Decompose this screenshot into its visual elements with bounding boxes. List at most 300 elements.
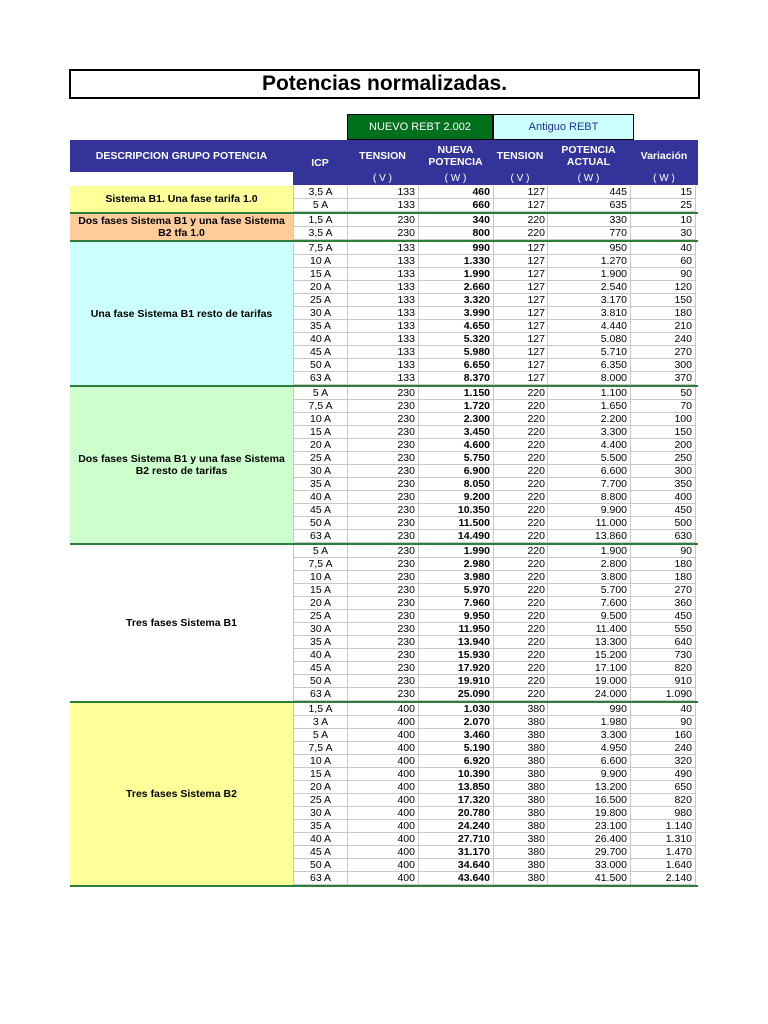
potencia-actual-cell: 5.080 xyxy=(547,333,630,346)
tension-actual-cell: 127 xyxy=(493,294,547,307)
icp-cell: 25 A xyxy=(293,610,347,623)
table-row xyxy=(293,755,698,768)
icp-cell: 50 A xyxy=(293,859,347,872)
tension-nueva-cell: 133 xyxy=(347,346,418,359)
nueva-potencia-cell: 990 xyxy=(418,242,493,255)
table-row xyxy=(293,610,698,623)
potencia-actual-cell: 23.100 xyxy=(547,820,630,833)
nueva-potencia-cell: 27.710 xyxy=(418,833,493,846)
nueva-potencia-cell: 13.940 xyxy=(418,636,493,649)
icp-cell: 40 A xyxy=(293,649,347,662)
potencia-actual-cell: 1.900 xyxy=(547,268,630,281)
variacion-cell: 25 xyxy=(630,199,696,212)
table-row xyxy=(293,242,698,255)
tension-actual-cell: 220 xyxy=(493,662,547,675)
tension-nueva-cell: 230 xyxy=(347,688,418,701)
tension-actual-cell: 220 xyxy=(493,571,547,584)
group-2 xyxy=(70,242,698,387)
table-row xyxy=(293,504,698,517)
table-row xyxy=(293,227,698,240)
variacion-cell: 90 xyxy=(630,268,696,281)
potencia-actual-cell: 7.700 xyxy=(547,478,630,491)
icp-cell: 5 A xyxy=(293,199,347,212)
icp-cell: 10 A xyxy=(293,755,347,768)
potencia-actual-cell: 330 xyxy=(547,214,630,227)
potencia-actual-cell: 19.000 xyxy=(547,675,630,688)
potencia-actual-cell: 3.300 xyxy=(547,729,630,742)
table-row xyxy=(293,530,698,543)
potencia-actual-cell: 5.710 xyxy=(547,346,630,359)
table-row xyxy=(293,859,698,872)
tension-actual-cell: 380 xyxy=(493,781,547,794)
group-5 xyxy=(70,703,698,887)
table-row xyxy=(293,794,698,807)
variacion-cell: 820 xyxy=(630,794,696,807)
icp-cell: 15 A xyxy=(293,584,347,597)
potencia-actual-cell: 3.810 xyxy=(547,307,630,320)
icp-cell: 1,5 A xyxy=(293,703,347,716)
variacion-cell: 180 xyxy=(630,307,696,320)
tension-actual-cell: 220 xyxy=(493,491,547,504)
tension-nueva-cell: 230 xyxy=(347,517,418,530)
icp-cell: 45 A xyxy=(293,504,347,517)
tension-actual-cell: 380 xyxy=(493,755,547,768)
variacion-cell: 240 xyxy=(630,742,696,755)
unit-tension-nueva: ( V ) xyxy=(347,172,418,185)
nueva-potencia-cell: 800 xyxy=(418,227,493,240)
variacion-cell: 100 xyxy=(630,413,696,426)
table-row xyxy=(293,833,698,846)
tension-actual-cell: 127 xyxy=(493,333,547,346)
potencias-table xyxy=(70,186,698,887)
tension-nueva-cell: 133 xyxy=(347,186,418,199)
table-row xyxy=(293,545,698,558)
table-row xyxy=(293,281,698,294)
tension-nueva-cell: 133 xyxy=(347,320,418,333)
tension-nueva-cell: 230 xyxy=(347,530,418,543)
potencia-actual-cell: 16.500 xyxy=(547,794,630,807)
potencia-actual-cell: 13.300 xyxy=(547,636,630,649)
nueva-potencia-cell: 11.950 xyxy=(418,623,493,636)
potencia-actual-cell: 17.100 xyxy=(547,662,630,675)
potencia-actual-cell: 8.000 xyxy=(547,372,630,385)
icp-cell: 10 A xyxy=(293,413,347,426)
tension-nueva-cell: 400 xyxy=(347,742,418,755)
icp-cell: 45 A xyxy=(293,346,347,359)
icp-cell: 25 A xyxy=(293,294,347,307)
tension-nueva-cell: 400 xyxy=(347,833,418,846)
tension-nueva-cell: 230 xyxy=(347,400,418,413)
nueva-potencia-cell: 17.920 xyxy=(418,662,493,675)
variacion-cell: 320 xyxy=(630,755,696,768)
variacion-cell: 210 xyxy=(630,320,696,333)
tension-nueva-cell: 230 xyxy=(347,452,418,465)
tension-nueva-cell: 133 xyxy=(347,255,418,268)
variacion-cell: 270 xyxy=(630,346,696,359)
tension-actual-cell: 380 xyxy=(493,716,547,729)
variacion-cell: 450 xyxy=(630,610,696,623)
icp-cell: 35 A xyxy=(293,820,347,833)
variacion-cell: 400 xyxy=(630,491,696,504)
nuevo-rebt-header: NUEVO REBT 2.002 xyxy=(347,114,493,140)
table-row xyxy=(293,688,698,701)
nueva-potencia-cell: 34.640 xyxy=(418,859,493,872)
tension-actual-cell: 127 xyxy=(493,359,547,372)
table-row xyxy=(293,675,698,688)
group-label: Una fase Sistema B1 resto de tarifas xyxy=(70,242,293,385)
tension-nueva-cell: 230 xyxy=(347,636,418,649)
nueva-potencia-cell: 1.030 xyxy=(418,703,493,716)
variacion-cell: 40 xyxy=(630,242,696,255)
variacion-cell: 120 xyxy=(630,281,696,294)
nueva-potencia-cell: 17.320 xyxy=(418,794,493,807)
nueva-potencia-cell: 1.990 xyxy=(418,268,493,281)
table-row xyxy=(293,872,698,885)
nueva-potencia-cell: 1.150 xyxy=(418,387,493,400)
header-potencia-actual: POTENCIA ACTUAL xyxy=(547,140,630,172)
icp-cell: 50 A xyxy=(293,675,347,688)
nueva-potencia-cell: 2.070 xyxy=(418,716,493,729)
potencia-actual-cell: 13.860 xyxy=(547,530,630,543)
icp-cell: 7,5 A xyxy=(293,558,347,571)
tension-actual-cell: 220 xyxy=(493,517,547,530)
table-row xyxy=(293,465,698,478)
icp-cell: 40 A xyxy=(293,491,347,504)
tension-actual-cell: 380 xyxy=(493,768,547,781)
tension-nueva-cell: 133 xyxy=(347,333,418,346)
tension-actual-cell: 220 xyxy=(493,597,547,610)
tension-nueva-cell: 133 xyxy=(347,359,418,372)
group-3 xyxy=(70,387,698,545)
potencia-actual-cell: 6.600 xyxy=(547,465,630,478)
potencia-actual-cell: 1.100 xyxy=(547,387,630,400)
tension-actual-cell: 220 xyxy=(493,584,547,597)
tension-actual-cell: 380 xyxy=(493,794,547,807)
variacion-cell: 730 xyxy=(630,649,696,662)
potencia-actual-cell: 9.500 xyxy=(547,610,630,623)
potencia-actual-cell: 1.650 xyxy=(547,400,630,413)
tension-nueva-cell: 400 xyxy=(347,872,418,885)
potencia-actual-cell: 990 xyxy=(547,703,630,716)
nueva-potencia-cell: 31.170 xyxy=(418,846,493,859)
tension-nueva-cell: 133 xyxy=(347,268,418,281)
icp-cell: 50 A xyxy=(293,359,347,372)
variacion-cell: 270 xyxy=(630,584,696,597)
nueva-potencia-cell: 10.350 xyxy=(418,504,493,517)
nueva-potencia-cell: 3.980 xyxy=(418,571,493,584)
potencia-actual-cell: 3.800 xyxy=(547,571,630,584)
tension-nueva-cell: 400 xyxy=(347,807,418,820)
unit-tension-actual: ( V ) xyxy=(493,172,547,185)
tension-nueva-cell: 230 xyxy=(347,675,418,688)
nueva-potencia-cell: 6.920 xyxy=(418,755,493,768)
tension-nueva-cell: 230 xyxy=(347,478,418,491)
nueva-potencia-cell: 3.460 xyxy=(418,729,493,742)
tension-nueva-cell: 400 xyxy=(347,716,418,729)
icp-cell: 10 A xyxy=(293,571,347,584)
nueva-potencia-cell: 19.910 xyxy=(418,675,493,688)
icp-cell: 30 A xyxy=(293,465,347,478)
page-title: Potencias normalizadas. xyxy=(69,69,700,99)
tension-actual-cell: 380 xyxy=(493,703,547,716)
table-row xyxy=(293,478,698,491)
header-tension-actual: TENSION xyxy=(493,140,547,172)
nueva-potencia-cell: 2.980 xyxy=(418,558,493,571)
icp-cell: 45 A xyxy=(293,662,347,675)
nueva-potencia-cell: 20.780 xyxy=(418,807,493,820)
icp-cell: 35 A xyxy=(293,320,347,333)
icp-cell: 5 A xyxy=(293,387,347,400)
tension-nueva-cell: 133 xyxy=(347,307,418,320)
variacion-cell: 40 xyxy=(630,703,696,716)
variacion-cell: 500 xyxy=(630,517,696,530)
tension-actual-cell: 127 xyxy=(493,186,547,199)
header-variacion: Variación xyxy=(630,140,698,172)
table-row xyxy=(293,571,698,584)
variacion-cell: 300 xyxy=(630,465,696,478)
icp-cell: 40 A xyxy=(293,333,347,346)
nueva-potencia-cell: 2.300 xyxy=(418,413,493,426)
icp-cell: 50 A xyxy=(293,517,347,530)
icp-cell: 10 A xyxy=(293,255,347,268)
tension-nueva-cell: 400 xyxy=(347,703,418,716)
tension-nueva-cell: 400 xyxy=(347,768,418,781)
potencia-actual-cell: 950 xyxy=(547,242,630,255)
tension-actual-cell: 380 xyxy=(493,807,547,820)
icp-cell: 45 A xyxy=(293,846,347,859)
table-row xyxy=(293,333,698,346)
variacion-cell: 30 xyxy=(630,227,696,240)
nueva-potencia-cell: 340 xyxy=(418,214,493,227)
variacion-cell: 90 xyxy=(630,545,696,558)
header-descripcion: DESCRIPCION GRUPO POTENCIA xyxy=(70,140,293,172)
potencia-actual-cell: 1.900 xyxy=(547,545,630,558)
tension-actual-cell: 220 xyxy=(493,636,547,649)
variacion-cell: 820 xyxy=(630,662,696,675)
nueva-potencia-cell: 4.600 xyxy=(418,439,493,452)
tension-actual-cell: 220 xyxy=(493,610,547,623)
icp-cell: 20 A xyxy=(293,281,347,294)
tension-actual-cell: 220 xyxy=(493,439,547,452)
variacion-cell: 15 xyxy=(630,186,696,199)
unit-nueva-potencia: ( W ) xyxy=(418,172,493,185)
variacion-cell: 180 xyxy=(630,558,696,571)
nueva-potencia-cell: 14.490 xyxy=(418,530,493,543)
potencia-actual-cell: 1.270 xyxy=(547,255,630,268)
tension-actual-cell: 127 xyxy=(493,307,547,320)
potencia-actual-cell: 4.400 xyxy=(547,439,630,452)
header-tension-nueva: TENSION xyxy=(347,140,418,172)
table-row xyxy=(293,359,698,372)
table-row xyxy=(293,558,698,571)
potencia-actual-cell: 3.170 xyxy=(547,294,630,307)
table-row xyxy=(293,597,698,610)
table-row xyxy=(293,491,698,504)
tension-actual-cell: 380 xyxy=(493,859,547,872)
icp-cell: 15 A xyxy=(293,768,347,781)
tension-actual-cell: 127 xyxy=(493,346,547,359)
variacion-cell: 1.310 xyxy=(630,833,696,846)
antiguo-rebt-header: Antiguo REBT xyxy=(493,114,634,140)
table-row xyxy=(293,781,698,794)
tension-nueva-cell: 230 xyxy=(347,214,418,227)
table-row xyxy=(293,662,698,675)
table-row xyxy=(293,807,698,820)
potencia-actual-cell: 11.000 xyxy=(547,517,630,530)
variacion-cell: 10 xyxy=(630,214,696,227)
variacion-cell: 150 xyxy=(630,426,696,439)
tension-nueva-cell: 400 xyxy=(347,781,418,794)
nueva-potencia-cell: 5.980 xyxy=(418,346,493,359)
nueva-potencia-cell: 8.050 xyxy=(418,478,493,491)
table-row xyxy=(293,426,698,439)
variacion-cell: 1.640 xyxy=(630,859,696,872)
variacion-cell: 490 xyxy=(630,768,696,781)
potencia-actual-cell: 33.000 xyxy=(547,859,630,872)
table-row xyxy=(293,768,698,781)
icp-cell: 25 A xyxy=(293,794,347,807)
tension-actual-cell: 127 xyxy=(493,199,547,212)
potencia-actual-cell: 2.540 xyxy=(547,281,630,294)
tension-actual-cell: 220 xyxy=(493,227,547,240)
icp-cell: 30 A xyxy=(293,623,347,636)
tension-nueva-cell: 400 xyxy=(347,755,418,768)
tension-nueva-cell: 230 xyxy=(347,662,418,675)
nueva-potencia-cell: 25.090 xyxy=(418,688,493,701)
tension-actual-cell: 220 xyxy=(493,387,547,400)
variacion-cell: 70 xyxy=(630,400,696,413)
table-row xyxy=(293,439,698,452)
icp-cell: 63 A xyxy=(293,530,347,543)
unit-variacion: ( W ) xyxy=(630,172,698,185)
table-row xyxy=(293,307,698,320)
potencia-actual-cell: 41.500 xyxy=(547,872,630,885)
nueva-potencia-cell: 11.500 xyxy=(418,517,493,530)
icp-cell: 30 A xyxy=(293,307,347,320)
group-label: Tres fases Sistema B2 xyxy=(70,703,293,885)
group-label: Dos fases Sistema B1 y una fase Sistema B2 tfa 1.0 xyxy=(70,214,293,240)
group-1 xyxy=(70,214,698,242)
tension-nueva-cell: 230 xyxy=(347,610,418,623)
icp-cell: 15 A xyxy=(293,426,347,439)
tension-actual-cell: 220 xyxy=(493,530,547,543)
tension-nueva-cell: 230 xyxy=(347,649,418,662)
variacion-cell: 250 xyxy=(630,452,696,465)
variacion-cell: 1.090 xyxy=(630,688,696,701)
nueva-potencia-cell: 43.640 xyxy=(418,872,493,885)
tension-nueva-cell: 133 xyxy=(347,199,418,212)
table-row xyxy=(293,294,698,307)
icp-cell: 5 A xyxy=(293,545,347,558)
nueva-potencia-cell: 6.900 xyxy=(418,465,493,478)
potencia-actual-cell: 4.440 xyxy=(547,320,630,333)
group-label: Dos fases Sistema B1 y una fase Sistema B2 resto de tarifas xyxy=(70,387,293,543)
variacion-cell: 300 xyxy=(630,359,696,372)
tension-actual-cell: 380 xyxy=(493,833,547,846)
icp-cell: 7,5 A xyxy=(293,400,347,413)
tension-nueva-cell: 230 xyxy=(347,597,418,610)
nueva-potencia-cell: 6.650 xyxy=(418,359,493,372)
tension-actual-cell: 220 xyxy=(493,504,547,517)
tension-actual-cell: 220 xyxy=(493,558,547,571)
table-row xyxy=(293,742,698,755)
nueva-potencia-cell: 460 xyxy=(418,186,493,199)
nueva-potencia-cell: 1.990 xyxy=(418,545,493,558)
tension-actual-cell: 127 xyxy=(493,372,547,385)
icp-cell: 20 A xyxy=(293,439,347,452)
header-icp: ICP xyxy=(293,140,347,185)
variacion-cell: 160 xyxy=(630,729,696,742)
tension-nueva-cell: 400 xyxy=(347,859,418,872)
tension-actual-cell: 220 xyxy=(493,545,547,558)
table-row xyxy=(293,199,698,212)
nueva-potencia-cell: 1.330 xyxy=(418,255,493,268)
potencia-actual-cell: 445 xyxy=(547,186,630,199)
icp-cell: 15 A xyxy=(293,268,347,281)
variacion-cell: 360 xyxy=(630,597,696,610)
variacion-cell: 980 xyxy=(630,807,696,820)
variacion-cell: 640 xyxy=(630,636,696,649)
variacion-cell: 650 xyxy=(630,781,696,794)
tension-actual-cell: 127 xyxy=(493,242,547,255)
tension-actual-cell: 220 xyxy=(493,452,547,465)
nueva-potencia-cell: 13.850 xyxy=(418,781,493,794)
variacion-cell: 2.140 xyxy=(630,872,696,885)
table-row xyxy=(293,214,698,227)
nueva-potencia-cell: 5.320 xyxy=(418,333,493,346)
tension-nueva-cell: 230 xyxy=(347,584,418,597)
table-row xyxy=(293,186,698,199)
potencia-actual-cell: 13.200 xyxy=(547,781,630,794)
potencia-actual-cell: 2.200 xyxy=(547,413,630,426)
icp-cell: 63 A xyxy=(293,872,347,885)
tension-actual-cell: 220 xyxy=(493,413,547,426)
group-0 xyxy=(70,186,698,214)
table-row xyxy=(293,636,698,649)
icp-cell: 63 A xyxy=(293,688,347,701)
potencia-actual-cell: 770 xyxy=(547,227,630,240)
tension-nueva-cell: 230 xyxy=(347,623,418,636)
unit-potencia-actual: ( W ) xyxy=(547,172,630,185)
tension-nueva-cell: 230 xyxy=(347,571,418,584)
tension-actual-cell: 220 xyxy=(493,649,547,662)
tension-actual-cell: 220 xyxy=(493,426,547,439)
potencia-actual-cell: 4.950 xyxy=(547,742,630,755)
potencia-actual-cell: 24.000 xyxy=(547,688,630,701)
table-row xyxy=(293,452,698,465)
nueva-potencia-cell: 9.200 xyxy=(418,491,493,504)
tension-nueva-cell: 230 xyxy=(347,439,418,452)
potencia-actual-cell: 1.980 xyxy=(547,716,630,729)
tension-actual-cell: 380 xyxy=(493,820,547,833)
tension-actual-cell: 220 xyxy=(493,478,547,491)
potencia-actual-cell: 11.400 xyxy=(547,623,630,636)
icp-cell: 20 A xyxy=(293,597,347,610)
tension-nueva-cell: 400 xyxy=(347,846,418,859)
potencia-actual-cell: 9.900 xyxy=(547,768,630,781)
variacion-cell: 630 xyxy=(630,530,696,543)
tension-nueva-cell: 230 xyxy=(347,504,418,517)
tension-actual-cell: 380 xyxy=(493,742,547,755)
variacion-cell: 90 xyxy=(630,716,696,729)
potencia-actual-cell: 29.700 xyxy=(547,846,630,859)
tension-nueva-cell: 230 xyxy=(347,558,418,571)
icp-cell: 3 A xyxy=(293,716,347,729)
icp-cell: 35 A xyxy=(293,636,347,649)
tension-actual-cell: 380 xyxy=(493,846,547,859)
tension-nueva-cell: 133 xyxy=(347,281,418,294)
nueva-potencia-cell: 9.950 xyxy=(418,610,493,623)
